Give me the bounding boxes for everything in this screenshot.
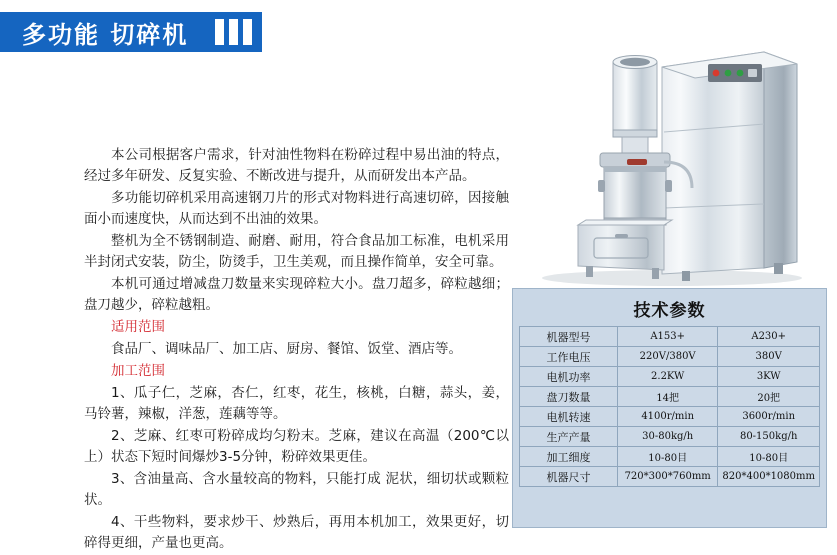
drum-band [604, 167, 666, 172]
header-bar-2 [229, 19, 238, 45]
table-row [520, 327, 820, 347]
table-row [520, 447, 820, 467]
spec-label: 电机功率 [520, 367, 618, 387]
spec-value-b: 20把 [718, 387, 820, 407]
product-photo [512, 12, 827, 287]
table-row [520, 467, 820, 487]
cabinet-side [764, 52, 797, 268]
spec-value-a: 14把 [617, 387, 717, 407]
list-item: 1、瓜子仁，芝麻，杏仁，红枣，花生，核桃，白糖，蒜头，姜，马铃薯，辣椒，洋葱，莲藕等等。 [84, 385, 509, 422]
header-bar-1 [215, 19, 224, 45]
description-paragraph: 本机可通过增减盘刀数量来实现碎粒大小。盘刀超多，碎粒越细；盘刀越少，碎粒越粗。 [84, 276, 509, 313]
spec-value-b: 10-80目 [718, 447, 820, 467]
leg-front-left [586, 266, 593, 277]
description-paragraph: 整机为全不锈钢制造、耐磨、耐用，符合食品加工标准，电机采用半封闭式安装，防尘，防烫手，卫生美观，而且操作简单，安全可靠。 [84, 233, 509, 270]
page-title: 多功能 切碎机 [22, 20, 189, 49]
list-item: 3、含油量高、含水量较高的物料，只能打成 泥状，细切状或颗粒状。 [84, 471, 509, 508]
list-item: 2、芝麻、红枣可粉碎成均匀粉末。芝麻，建议在高温（200℃以上）状态下短时间爆炒3-5分钟，粉碎效果更佳。 [84, 428, 509, 465]
power-button-red [713, 70, 720, 77]
spec-value-b: 3KW [718, 367, 820, 387]
spec-value-b: 380V [718, 347, 820, 367]
hopper-neck [622, 137, 648, 153]
spec-label: 工作电压 [520, 347, 618, 367]
description-paragraph: 本公司根据客户需求，针对油性物料在粉碎过程中易出油的特点，经过多年研发、反复实验、不断改进与提升，从而研发出本产品。 [84, 147, 509, 184]
spec-label: 生产产量 [520, 427, 618, 447]
section-text-scope: 食品厂、调味品厂、加工店、厨房、餐馆、饭堂、酒店等。 [111, 341, 462, 357]
base-cabinet [578, 225, 664, 270]
spec-label: 加工细度 [520, 447, 618, 467]
spec-value-b: 80-150kg/h [718, 427, 820, 447]
base-door-handle [615, 234, 628, 238]
spec-table-panel [512, 288, 827, 528]
leg-mid [682, 271, 690, 281]
base-cabinet-top [578, 220, 672, 225]
hopper-flange [613, 130, 657, 137]
spec-value-a: 30-80kg/h [617, 427, 717, 447]
list-item: 4、干些物料，要求炒干、炒熟后，再用本机加工，效果更好，切碎得更细，产量也更高。 [84, 514, 509, 551]
header-bar-3 [243, 19, 252, 45]
description-block [84, 145, 509, 555]
spec-value-a: 4100r/min [617, 407, 717, 427]
drum-clamp-handle [627, 159, 647, 165]
spec-table-title: 技术参数 [633, 301, 706, 321]
machine-illustration [512, 12, 827, 287]
leg-front-right [652, 268, 659, 279]
start-button-green [725, 70, 732, 77]
spec-label: 机器型号 [520, 327, 618, 347]
spec-value-b: A230+ [718, 327, 820, 347]
drum-clamp-left [598, 180, 605, 192]
spec-label: 盘刀数量 [520, 387, 618, 407]
spec-value-a: 10-80目 [617, 447, 717, 467]
grinding-drum [604, 167, 666, 225]
spec-value-b: 820*400*1080mm [718, 467, 820, 487]
panel-switch [748, 69, 757, 77]
spec-table [519, 326, 820, 487]
run-button-green [737, 70, 744, 77]
section-label-scope: 适用范围 [111, 319, 165, 335]
spec-value-a: 2.2KW [617, 367, 717, 387]
table-row [520, 387, 820, 407]
hopper-opening [620, 58, 650, 66]
table-row [520, 407, 820, 427]
description-paragraph: 多功能切碎机采用高速钢刀片的形式对物料进行高速切碎，因接触面小而速度快，从而达到不出油的效果。 [84, 190, 509, 227]
table-row [520, 347, 820, 367]
leg-rear-right [774, 263, 783, 274]
spec-label: 机器尺寸 [520, 467, 618, 487]
table-row [520, 427, 820, 447]
spec-value-b: 3600r/min [718, 407, 820, 427]
drum-clamp-right [665, 180, 672, 192]
table-row [520, 367, 820, 387]
page-header [0, 12, 262, 52]
section-label-processing: 加工范围 [111, 363, 165, 379]
feed-hopper [613, 62, 657, 134]
spec-value-a: A153+ [617, 327, 717, 347]
spec-value-a: 720*300*760mm [617, 467, 717, 487]
spec-label: 电机转速 [520, 407, 618, 427]
header-bars-decoration [215, 19, 252, 45]
spec-value-a: 220V/380V [617, 347, 717, 367]
